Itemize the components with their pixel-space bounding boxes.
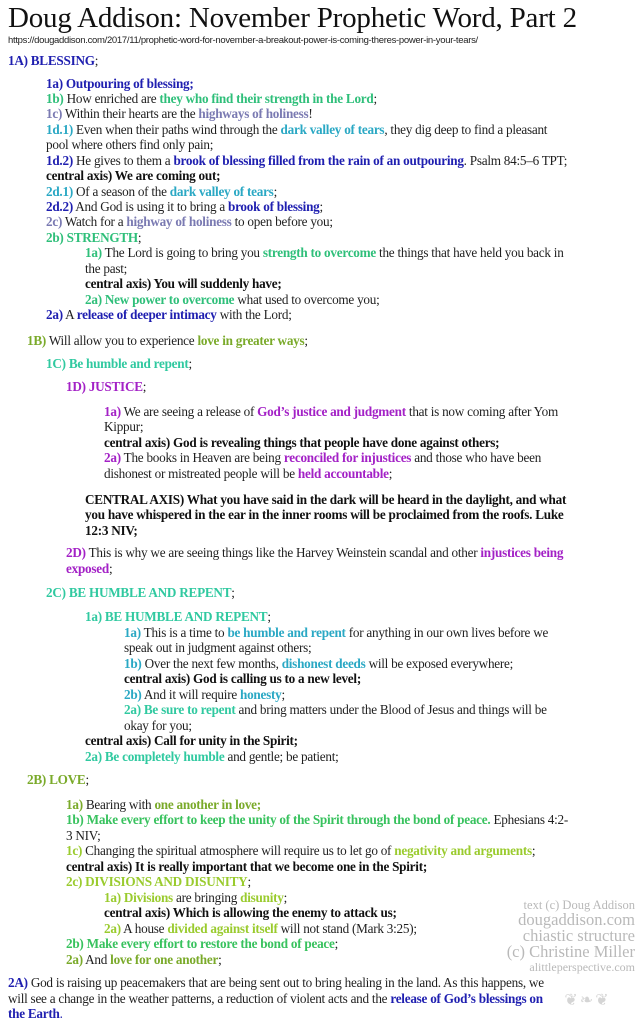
section-1A-blessing: 1A) BLESSING; <box>8 53 99 68</box>
item-1d1-continued: pool where others find only pain; <box>46 137 214 152</box>
item-2c-highway: 2c) Watch for a highway of holiness to open before you; <box>46 214 333 229</box>
repent-1a-title: 1a) BE HUMBLE AND REPENT; <box>85 609 271 624</box>
section-2B-love: 2B) LOVE; <box>27 772 89 787</box>
page-title: Doug Addison: November Prophetic Word, Part 2 <box>8 2 577 34</box>
repent-inner-1a-continued: speak out in judgment against others; <box>124 640 312 655</box>
central-axis-luke-line3: 12:3 NIV; <box>85 523 138 538</box>
item-2d2-brook: 2d.2) And God is using it to bring a brook of blessing; <box>46 199 323 214</box>
section-1D-justice: 1D) JUSTICE; <box>66 379 147 394</box>
justice-2a: 2a) The books in Heaven are being reconciled for injustices and those who have been <box>104 450 542 465</box>
section-2D-continued: exposed; <box>66 561 113 576</box>
source-url: https://dougaddison.com/2017/11/prophetic-word-for-november-a-breakout-power-is-coming-theres-power-in-your-tears/ <box>8 35 478 46</box>
justice-2a-continued: dishonest or mistreated people will be held accountable; <box>104 466 393 481</box>
item-2b-strength: 2b) STRENGTH; <box>46 230 142 245</box>
item-1b-enriched: 1b) How enriched are they who find their strength in the Lord; <box>46 91 377 106</box>
love-2b: 2b) Make every effort to restore the bond of peace; <box>66 936 339 951</box>
section-2D-exposed: 2D) This is why we are seeing things like the Harvey Weinstein scandal and other injustices being <box>66 545 564 560</box>
love-2c-divisions: 2c) DIVISIONS AND DISUNITY; <box>66 874 251 889</box>
love-1c: 1c) Changing the spiritual atmosphere will require us to let go of negativity and arguments; <box>66 843 536 858</box>
central-axis-luke-line2: you have whispered in the ear in the inner rooms will be proclaimed from the roofs. Luke <box>85 507 564 522</box>
divisions-2a: 2a) A house divided against itself will not stand (Mark 3:25); <box>104 921 417 936</box>
item-1a-outpouring: 1a) Outpouring of blessing; <box>46 76 194 91</box>
item-2a-intimacy: 2a) A release of deeper intimacy with the Lord; <box>46 307 292 322</box>
central-axis-revealing: central axis) God is revealing things that people have done against others; <box>104 435 500 450</box>
love-1a: 1a) Bearing with one another in love; <box>66 797 261 812</box>
central-axis-luke-line1: CENTRAL AXIS) What you have said in the dark will be heard in the daylight, and what <box>85 492 567 507</box>
love-1b: 1b) Make every effort to keep the unity of the Spirit through the bond of peace. Ephesians 4:2- <box>66 812 568 827</box>
item-1d2-brook: 1d.2) He gives to them a brook of blessing filled from the rain of an outpouring. Psalm 84:5–6 TPT; <box>46 153 568 168</box>
decorative-flourish-icon: ❦❧❦ <box>564 990 611 1009</box>
repent-inner-2a-continued: okay for you; <box>124 718 192 733</box>
repent-inner-2b: 2b) And it will require honesty; <box>124 687 285 702</box>
central-axis-new-level: central axis) God is calling us to a new level; <box>124 671 361 686</box>
justice-1a-continued: Kippur; <box>104 419 144 434</box>
item-1c-highways: 1c) Within their hearts are the highways of holiness! <box>46 106 313 121</box>
divisions-1a: 1a) Divisions are bringing disunity; <box>104 890 288 905</box>
central-axis-unity: central axis) Call for unity in the Spirit; <box>85 733 298 748</box>
love-1b-continued: 3 NIV; <box>66 828 101 843</box>
section-2C-humble-repent: 2C) BE HUMBLE AND REPENT; <box>46 585 235 600</box>
copyright-watermark: text (c) Doug Addison dougaddison.com chiastic structure (c) Christine Miller alittleperspective.com <box>506 898 635 974</box>
repent-inner-2a: 2a) Be sure to repent and bring matters under the Blood of Jesus and things will be <box>124 702 547 717</box>
section-1C-humble: 1C) Be humble and repent; <box>46 356 192 371</box>
strength-1a-continued: the past; <box>85 261 128 276</box>
central-axis-suddenly: central axis) You will suddenly have; <box>85 276 282 291</box>
central-axis-coming-out: central axis) We are coming out; <box>46 168 221 183</box>
love-2a: 2a) And love for one another; <box>66 952 222 967</box>
section-1B-love: 1B) Will allow you to experience love in greater ways; <box>27 333 308 348</box>
repent-2a: 2a) Be completely humble and gentle; be patient; <box>85 749 339 764</box>
item-2d1-season: 2d.1) Of a season of the dark valley of tears; <box>46 184 277 199</box>
repent-inner-1a: 1a) This is a time to be humble and repent for anything in our own lives before we <box>124 625 549 640</box>
section-2A-line2: will see a change in the weather patterns, a reduction of violent acts and the release of God’s blessings on <box>8 991 543 1006</box>
justice-1a: 1a) We are seeing a release of God’s justice and judgment that is now coming after Yom <box>104 404 558 419</box>
strength-1a: 1a) The Lord is going to bring you strength to overcome the things that have held you back in <box>85 245 564 260</box>
central-axis-enemy: central axis) Which is allowing the enemy to attack us; <box>104 905 397 920</box>
section-2A-line3: the Earth. <box>8 1006 63 1021</box>
central-axis-one-spirit: central axis) It is really important that we become one in the Spirit; <box>66 859 427 874</box>
strength-2a: 2a) New power to overcome what used to overcome you; <box>85 292 380 307</box>
repent-inner-1b: 1b) Over the next few months, dishonest deeds will be exposed everywhere; <box>124 656 514 671</box>
section-2A-peacemakers: 2A) God is raising up peacemakers that are being sent out to bring healing in the land. As this happens, we <box>8 975 544 990</box>
item-1d1-valley: 1d.1) Even when their paths wind through the dark valley of tears, they dig deep to find a pleasant <box>46 122 548 137</box>
